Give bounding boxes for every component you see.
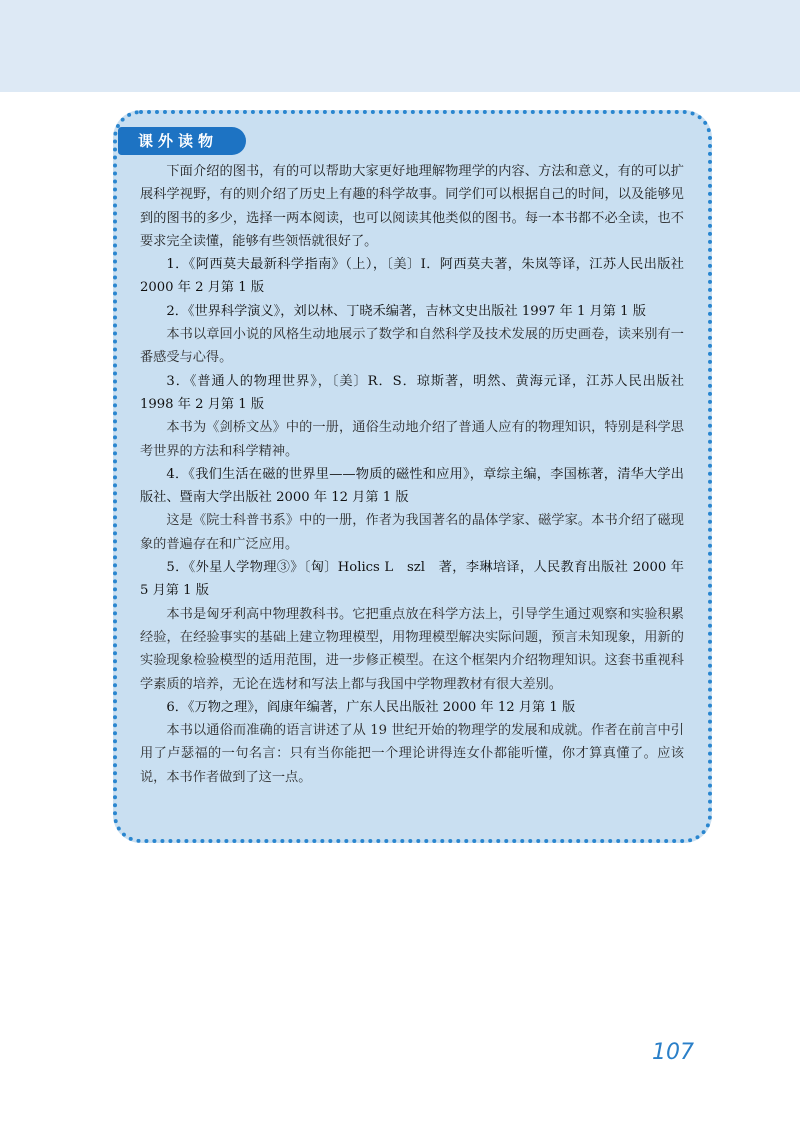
book-entry: 6．《万物之理》，阎康年编著，广东人民出版社 2000 年 12 月第 1 版 [166, 699, 576, 715]
header-band [0, 0, 800, 92]
book-description: 本书是匈牙利高中物理教科书。它把重点放在科学方法上，引导学生通过观察和实验积累经验，在经验事实的基础上建立物理模型，用物理模型解决实际问题，预言未知现象，用新的实验现象检验模型的适用范围，进一步修正模型。在这个框架内介绍物理知识。这套书重视科学素质的培养，无论在选材和写法上都与我国中学物理教材有很大差别。 [140, 606, 684, 692]
book-entry: 1．《阿西莫夫最新科学指南》（上），〔美〕I．阿西莫夫著，朱岚等译，江苏人民出版社 2000 年 2 月第 1 版 [140, 257, 684, 296]
book-entry: 2．《世界科学演义》，刘以林、丁晓禾编著，吉林文史出版社 1997 年 1 月第 1 版 [166, 303, 646, 319]
book-entry: 3．《普通人的物理世界》，〔美〕R．S．琼斯著，明然、黄海元译，江苏人民出版社 1998 年 2 月第 1 版 [140, 373, 684, 412]
book-entry: 5．《外星人学物理③》〔匈〕Holics L szl 著，李琳培译，人民教育出版社 2000 年 5 月第 1 版 [140, 560, 684, 599]
reading-content [140, 160, 684, 789]
book-description: 本书为《剑桥文丛》中的一册，通俗生动地介绍了普通人应有的物理知识，特别是科学思考世界的方法和科学精神。 [140, 420, 684, 459]
book-description: 这是《院士科普书系》中的一册，作者为我国著名的晶体学家、磁学家。本书介绍了磁现象的普遍存在和广泛应用。 [140, 513, 684, 552]
section-tab: 课外读物 [118, 127, 246, 155]
book-entry: 4．《我们生活在磁的世界里——物质的磁性和应用》，章综主编，李国栋著，清华大学出版社、暨南大学出版社 2000 年 12 月第 1 版 [140, 466, 684, 506]
intro-paragraph: 下面介绍的图书，有的可以帮助大家更好地理解物理学的内容、方法和意义，有的可以扩展科学视野，有的则介绍了历史上有趣的科学故事。同学们可以根据自己的时间，以及能够见到的图书的多少，选择一两本阅读，也可以阅读其他类似的图书。每一本书都不必全读，也不要求完全读懂，能够有些领悟就很好了。 [140, 164, 684, 249]
book-description: 本书以章回小说的风格生动地展示了数学和自然科学及技术发展的历史画卷，读来别有一番感受与心得。 [140, 327, 684, 366]
page-number: 107 [652, 1040, 694, 1065]
book-description: 本书以通俗而准确的语言讲述了从 19 世纪开始的物理学的发展和成就。作者在前言中引用了卢瑟福的一句名言：只有当你能把一个理论讲得连女仆都能听懂，你才算真懂了。应该说，本书作者做到了这一点。 [140, 723, 684, 785]
